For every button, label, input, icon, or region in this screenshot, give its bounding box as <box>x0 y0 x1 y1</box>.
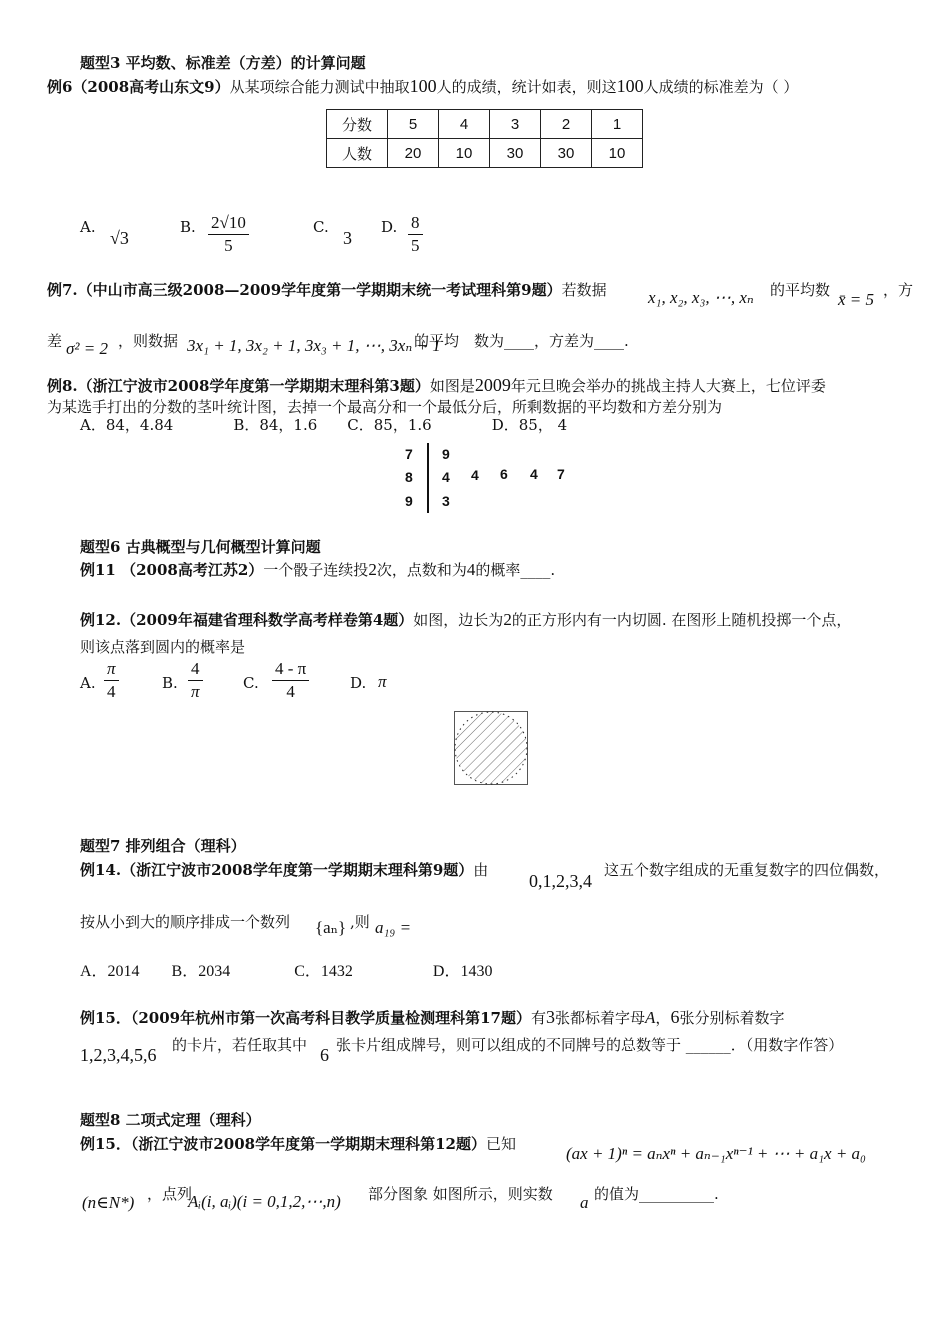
stem: 8 <box>405 469 413 485</box>
example-15a-text2: 张都标着字母 <box>555 1009 646 1027</box>
fraction-denominator: 5 <box>411 236 420 255</box>
fraction-denominator: 4 <box>286 682 295 701</box>
table-cell: 30 <box>490 139 541 168</box>
example-14-label: 例14.（浙江宁波市2008学年度第一学期期末理科第9题） <box>80 861 474 879</box>
table-cell: 10 <box>592 139 643 168</box>
leaf: 4 <box>530 466 538 482</box>
example-15a-text3: ， <box>655 1009 671 1027</box>
example-7-text5: ，则数据 <box>118 332 179 350</box>
example-15b-text4: 的值为__________. <box>594 1185 719 1203</box>
option-b: B. <box>162 674 178 692</box>
score-table <box>326 109 643 168</box>
option-b-fraction <box>188 658 203 703</box>
fraction-numerator: π <box>104 658 119 681</box>
leaf: 7 <box>557 466 565 482</box>
option-c: C. <box>313 218 329 236</box>
example-14-sequence: {aₙ} <box>315 918 347 937</box>
example-15b-points: Aᵢ(i, aᵢ)(i = 0,1,2,⋯,n) <box>188 1192 341 1211</box>
table-row <box>327 110 643 139</box>
example-7-text2: 的平均数 <box>770 281 831 299</box>
leaf: 3 <box>442 493 450 509</box>
example-8-label: 例8.（浙江宁波市2008学年度第一学期期末理科第3题） <box>47 377 430 395</box>
example-7-sequence: x₁, x₂, x₃, ⋯, xₙ <box>648 288 754 307</box>
option-c-fraction <box>272 658 309 703</box>
example-15a-digits: 1,2,3,4,5,6 <box>80 1045 157 1065</box>
fraction-denominator: 5 <box>224 236 233 255</box>
example-7-mean: x̄ = 5 <box>838 290 875 309</box>
option-d-fraction <box>408 212 423 257</box>
table-cell: 4 <box>439 110 490 139</box>
table-cell: 10 <box>439 139 490 168</box>
example-6-number: 100 <box>409 76 437 96</box>
example-14-text2: 这五个数字组成的无重复数字的四位偶数， <box>604 861 890 879</box>
example-15b-text: 已知 <box>486 1135 517 1153</box>
example-11-text2: 次，点数和为 <box>376 561 467 579</box>
example-15a-text: 有 <box>531 1009 547 1027</box>
example-11-label: 例11 （2008高考江苏2） <box>80 561 264 579</box>
section-title-6: 题型6 古典概型与几何概型计算问题 <box>80 538 321 556</box>
example-15a-number: 3 <box>546 1007 556 1027</box>
example-15b-variable: a <box>580 1193 589 1212</box>
table-cell: 30 <box>541 139 592 168</box>
example-7-sequence2: 3x₁ + 1, 3x₂ + 1, 3x₃ + 1, ⋯, 3xₙ + 1 <box>187 336 441 355</box>
fraction-numerator: 4 <box>188 658 203 681</box>
example-15b-text3: 部分图象 如图所示，则实数 <box>368 1185 553 1203</box>
example-6-text2: 人的成绩，统计如表，则这 <box>436 78 617 96</box>
example-8-year: 2009 <box>474 375 511 395</box>
stem: 9 <box>405 493 413 509</box>
option-b-fraction <box>208 212 249 257</box>
option-a: A. <box>80 218 96 236</box>
example-8-options: A．84，4.84 B．84，1.6 C．85，1.6 D．85， 4 <box>80 416 568 434</box>
example-14-term: a₁₉ = <box>375 918 412 937</box>
fraction-numerator: 4 - π <box>272 658 309 681</box>
example-12-line1 <box>80 609 851 630</box>
option-b: B. <box>180 218 196 236</box>
example-15a-line1 <box>80 1007 784 1028</box>
example-8-line1 <box>47 375 826 396</box>
option-c-value: 3 <box>343 228 352 248</box>
example-7-text3: ，方 <box>883 281 914 299</box>
example-6-text3: 人成绩的标准差为（ ） <box>643 78 799 96</box>
example-8-line2: 为某选手打出的分数的茎叶统计图，去掉一个最高分和一个最低分后，所剩数据的平均数和方差分别为 <box>47 398 723 416</box>
example-6-number2: 100 <box>616 76 644 96</box>
example-11-text3: 的概率____. <box>475 561 556 579</box>
example-11-number: 2 <box>368 560 377 579</box>
example-12-line2: 则该点落到圆内的概率是 <box>80 638 246 656</box>
table-cell: 3 <box>490 110 541 139</box>
example-15a-label: 例15．（2009年杭州市第一次高考科目教学质量检测理科第17题） <box>80 1009 531 1027</box>
leaf: 6 <box>500 466 508 482</box>
example-12-label: 例12.（2009年福建省理科数学高考样卷第4题） <box>80 611 414 629</box>
option-d: D. <box>381 218 398 236</box>
stem: 7 <box>405 446 413 462</box>
example-11-line <box>80 559 555 580</box>
leaf: 9 <box>442 446 450 462</box>
example-7-variance: σ² = 2 <box>66 339 108 358</box>
example-14-line2: 按从小到大的顺序排成一个数列 <box>80 913 291 931</box>
example-15b-condition: (n∈N*) <box>82 1193 135 1212</box>
option-c: C. <box>243 674 259 692</box>
table-cell: 2 <box>541 110 592 139</box>
example-15b-formula: (ax + 1)ⁿ = aₙxⁿ + aₙ₋₁xⁿ⁻¹ + ⋯ + a₁x + a₀ <box>566 1144 866 1163</box>
fraction-denominator: π <box>191 682 200 701</box>
leaf: 4 <box>442 469 450 485</box>
table-header-count: 人数 <box>327 139 388 168</box>
example-15b-label: 例15．（浙江宁波市2008学年度第一学期期末理科第12题） <box>80 1135 486 1153</box>
table-cell: 1 <box>592 110 643 139</box>
example-15b-line1 <box>80 1133 516 1154</box>
example-7-line1 <box>47 279 607 300</box>
example-7-text6: 的平均 数为____，方差为____. <box>414 332 629 350</box>
example-12-number: 2 <box>503 610 512 629</box>
example-7-text4: 差 <box>47 332 63 350</box>
example-6-line <box>47 76 798 97</box>
leaf: 4 <box>471 467 479 483</box>
example-12-text2: 的正方形内有一内切圆. 在图形上随机投掷一个点， <box>511 611 852 629</box>
fraction-numerator: 2√10 <box>208 212 249 235</box>
example-14-options: A．2014 B．2034 C．1432 D．1430 <box>80 963 493 980</box>
inscribed-circle-figure <box>454 711 528 785</box>
example-7-label: 例7.（中山市高三级2008—2009学年度第一学期期末统一考试理科第9题） <box>47 281 562 299</box>
example-6-text: 从某项综合能力测试中抽取 <box>229 78 410 96</box>
example-15a-text4: 张分别标着数字 <box>679 1009 785 1027</box>
table-cell: 20 <box>388 139 439 168</box>
example-12-text: 如图，边长为 <box>413 611 504 629</box>
section-title-7: 题型7 排列组合（理科） <box>80 837 246 855</box>
example-14-digits: 0,1,2,3,4 <box>529 871 592 891</box>
section-title-3: 题型3 平均数、标准差（方差）的计算问题 <box>80 54 366 72</box>
example-15b-text2: ，点列 <box>147 1185 193 1203</box>
stem-divider <box>427 443 429 513</box>
option-a: A. <box>80 674 96 692</box>
example-14-text3: ,则 <box>350 913 370 931</box>
example-7-text: 若数据 <box>561 281 607 299</box>
example-15a-number3: 6 <box>320 1045 329 1065</box>
table-cell: 5 <box>388 110 439 139</box>
fraction-numerator: 8 <box>408 212 423 235</box>
fraction-denominator: 4 <box>107 682 116 701</box>
example-11-text: 一个骰子连续投 <box>263 561 369 579</box>
example-8-text: 如图是 <box>429 377 475 395</box>
table-header-score: 分数 <box>327 110 388 139</box>
circle <box>455 712 527 784</box>
option-d-value: π <box>378 672 387 691</box>
section-title-8: 题型8 二项式定理（理科） <box>80 1111 261 1129</box>
option-d: D. <box>350 674 367 692</box>
option-a-fraction <box>104 658 119 703</box>
example-15a-letter: A <box>645 1008 656 1027</box>
example-15a-text6: 张卡片组成牌号，则可以组成的不同牌号的总数等于 ______．（用数字作答） <box>336 1036 844 1054</box>
example-8-text2: 年元旦晚会举办的挑战主持人大赛上，七位评委 <box>510 377 826 395</box>
example-14-line1 <box>80 859 488 880</box>
example-14-text: 由 <box>473 861 489 879</box>
table-row <box>327 139 643 168</box>
example-15a-text5: 的卡片，若任取其中 <box>172 1036 308 1054</box>
example-11-number2: 4 <box>466 560 476 579</box>
example-15a-number2: 6 <box>670 1007 680 1027</box>
option-a-value: √3 <box>110 228 129 248</box>
example-6-label: 例6（2008高考山东文9） <box>47 78 230 96</box>
